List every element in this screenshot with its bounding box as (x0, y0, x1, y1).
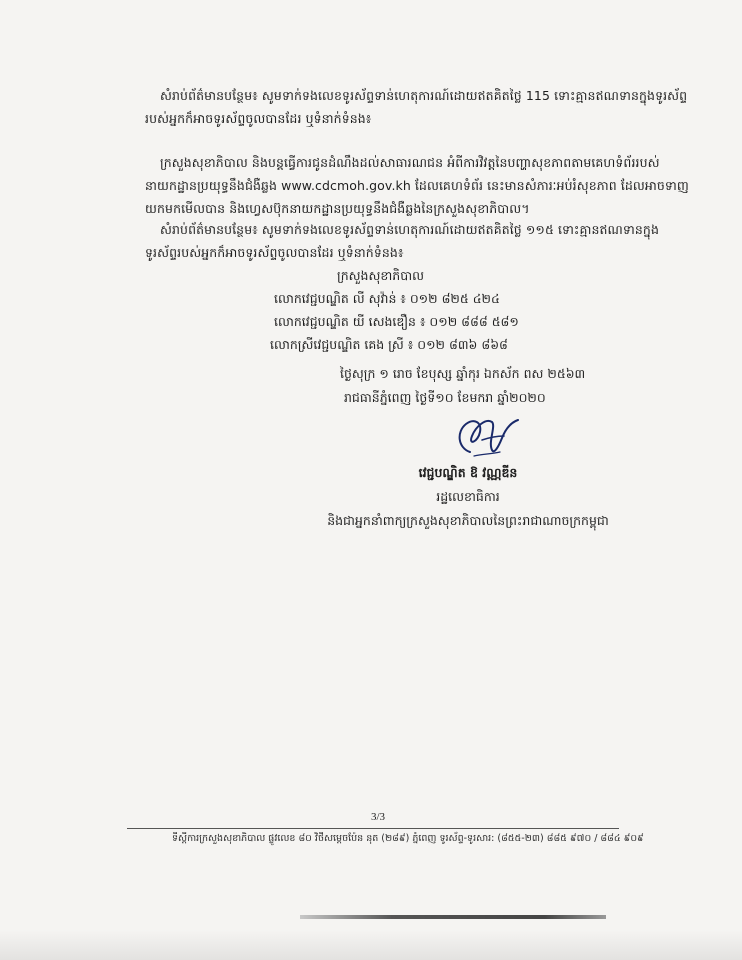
scan-edge-bar (300, 915, 606, 919)
lunar-date: ថ្ងៃសុក្រ ១ រោច ខែបុស្ស ឆ្នាំកុរ ឯកស័ក ពស ២៥៦៣ (340, 366, 586, 381)
signatory-role: និងជាអ្នកនាំពាក្យក្រសួងសុខាភិបាលនៃព្រះរាជាណាចក្រកម្ពុជា (327, 513, 609, 528)
paragraph-line: ក្រសួងសុខាភិបាល និងបន្តធ្វើការជូនដំណឹងដល់សាធារណជន អំពីការវិវត្តនៃបញ្ហាសុខភាពតាមគេហទំព័ររបស់ (160, 155, 660, 170)
contact-ministry: ក្រសួងសុខាភិបាល (337, 268, 425, 283)
signatory-title: រដ្ឋលេខាធិការ (436, 489, 500, 504)
paragraph-hotline (145, 218, 659, 264)
paragraph-line: សំរាប់ព័ត៌មានបន្ថែម៖ សូមទាក់ទងលេខទូរស័ព្ទទាន់ហេតុការណ៍ដោយឥតគិតថ្លៃ ១១៥ ទោះគ្មានឥណទានក្នុង (160, 222, 659, 237)
solar-date: រាជធានីភ្នំពេញ ថ្ងៃទី១០ ខែមករា ឆ្នាំ២០២០ (344, 390, 546, 405)
footer-address: ទីស្តីការក្រសួងសុខាភិបាល ផ្លូវលេខ ៨០ វិថីសម្តេចប៉ែន នុត (២៨៩) ភ្នំពេញ ទូរស័ព្ទ-ទូរសារ: (៨៥៥-២៣) ៨៨៥ ៩៧០ / ៨៨៤ ៩០៩ (172, 833, 644, 844)
footer-divider (127, 828, 619, 829)
paragraph-line: នាយកដ្ឋានប្រយុទ្ធនឹងជំងឺឆ្លង www.cdcmoh.gov.kh ដែលគេហទំព័រ នេះមានសំភារៈអប់រំសុខភាព ដែលអាចទាញ (145, 178, 689, 193)
paragraph-line: យកមកមើលបាន និងហ្វេសប៊ុកនាយកដ្ឋានប្រយុទ្ធនឹងជំងឺឆ្លងនៃក្រសួងសុខាភិបាល។ (145, 201, 530, 216)
paragraph-line: សំរាប់ព័ត៌មានបន្ថែម៖ សូមទាក់ទងលេខទូរស័ព្ទទាន់ហេតុការណ៍ដោយឥតគិតថ្លៃ 115 ទោះគ្មានឥណទានក្នុងទូរស័ព្ទ (160, 88, 688, 103)
handwritten-signature (452, 412, 524, 458)
contact-item: លោកស្រីវេជ្ជបណ្ឌិត គេង ស្រី ៖ ០១២ ៨៣៦ ៨៦៨ (270, 337, 508, 352)
page-number: 3/3 (371, 811, 386, 823)
contact-item: លោកវេជ្ជបណ្ឌិត លី សុវ៉ាន់ ៖ ០១២ ៨២៥ ៤២៤ (274, 291, 500, 306)
paragraph-line: ទូរស័ព្ទរបស់អ្នកក៏អាចទូរស័ព្ទចូលបានដែរ ឬទំនាក់ទំនង៖ (145, 245, 404, 260)
paragraph-additional-info (145, 84, 688, 130)
page-edge-shadow (0, 930, 742, 960)
paragraph-notice (145, 151, 689, 220)
contact-list (230, 264, 590, 356)
paragraph-line: របស់អ្នកក៏អាចទូរស័ព្ទចូលបានដែរ ឬទំនាក់ទំនង៖ (145, 111, 372, 126)
signatory-name: វេជ្ជបណ្ឌិត ឱ វណ្ណឌីន (418, 465, 518, 480)
signatory-block (308, 461, 628, 533)
date-block (340, 362, 640, 410)
contact-item: លោកវេជ្ជបណ្ឌិត យី សេងឌឿន ៖ ០១២ ៨៨៨ ៥៨១ (274, 314, 519, 329)
